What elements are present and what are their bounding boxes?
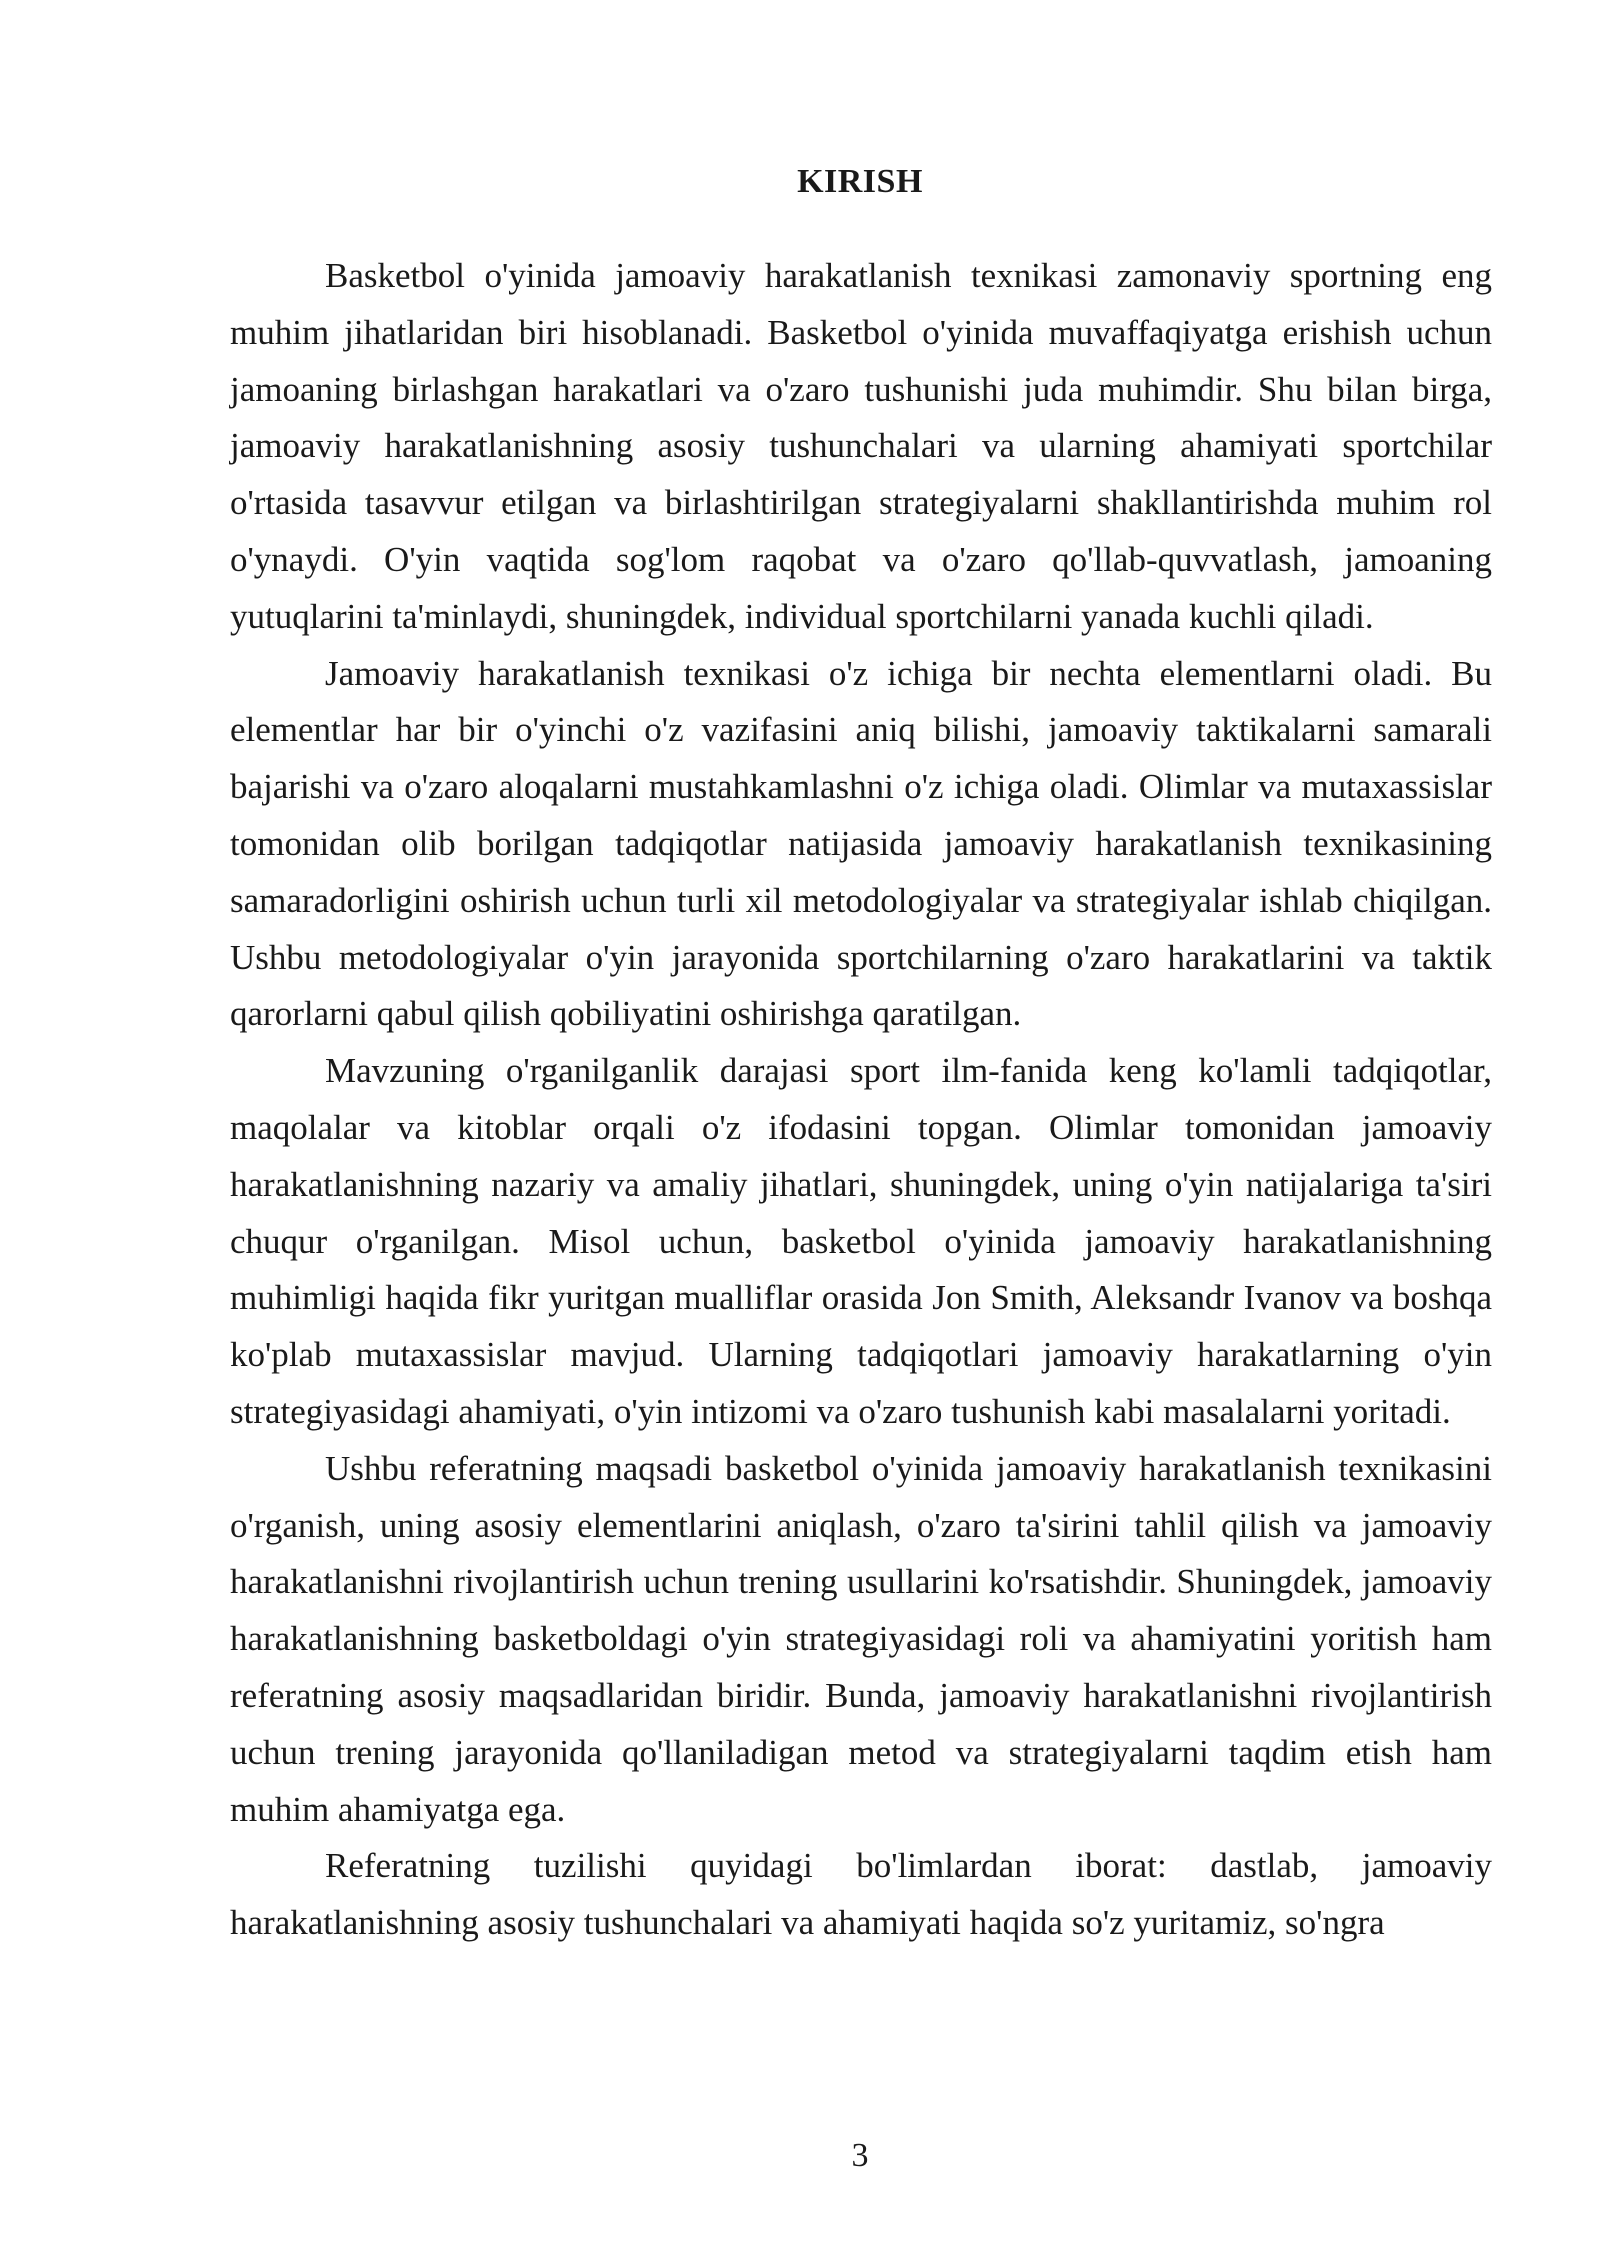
paragraph-2: Jamoaviy harakatlanish texnikasi o'z ichiga bir nechta elementlarni oladi. Bu elementlar har bir o'yinchi o'z vazifasini aniq bilishi, jamoaviy taktikalarni samarali bajarishi va o'zaro aloqalarni mustahkamlashni o'z ichiga oladi. Olimlar va mutaxassislar tomonidan olib borilgan tadqiqotlar natijasida jamoaviy harakatlanish texnikasining samaradorligini oshirish uchun turli xil metodologiyalar va strategiyalar ishlab chiqilgan. Ushbu metodologiyalar o'yin jarayonida sportchilarning o'zaro harakatlarini va taktik qarorlarni qabul qilish qobiliyatini oshirishga qaratilgan.	[230, 653, 1492, 1034]
paragraph-5: Referatning tuzilishi quyidagi bo'limlardan iborat: dastlab, jamoaviy harakatlanishning asosiy tushunchalari va ahamiyati haqida so'z yuritamiz, so'ngra	[230, 1846, 1492, 1943]
page-title: KIRISH	[797, 163, 923, 200]
page-number: 3	[851, 2137, 869, 2174]
paragraph-3: Mavzuning o'rganilganlik darajasi sport ilm-fanida keng ko'lamli tadqiqotlar, maqolalar va kitoblar orqali o'z ifodasini topgan. Olimlar tomonidan jamoaviy harakatlanishning nazariy va amaliy jihatlari, shuningdek, uning o'yin natijalariga ta'siri chuqur o'rganilgan. Misol uchun, basketbol o'yinida jamoaviy harakatlanishning muhimligi haqida fikr yuritgan mualliflar orasida Jon Smith, Aleksandr Ivanov va boshqa ko'plab mutaxassislar mavjud. Ularning tadqiqotlari jamoaviy harakatlarning o'yin strategiyasidagi ahamiyati, o'yin intizomi va o'zaro tushunish kabi masalalarni yoritadi.	[230, 1051, 1492, 1431]
body-text	[230, 248, 1492, 1952]
paragraph-4: Ushbu referatning maqsadi basketbol o'yinida jamoaviy harakatlanish texnikasini o'rganish, uning asosiy elementlarini aniqlash, o'zaro ta'sirini tahlil qilish va jamoaviy harakatlanishni rivojlantirish uchun trening usullarini ko'rsatishdir. Shuningdek, jamoaviy harakatlanishning basketboldagi o'yin strategiyasidagi roli va ahamiyatini yoritish ham referatning asosiy maqsadlaridan biridir. Bunda, jamoaviy harakatlanishni rivojlantirish uchun trening jarayonida qo'llaniladigan metod va strategiyalarni taqdim etish ham muhim ahamiyatga ega.	[230, 1448, 1492, 1829]
paragraph-1: Basketbol o'yinida jamoaviy harakatlanish texnikasi zamonaviy sportning eng muhim jihatlaridan biri hisoblanadi. Basketbol o'yinida muvaffaqiyatga erishish uchun jamoaning birlashgan harakatlari va o'zaro tushunishi juda muhimdir. Shu bilan birga, jamoaviy harakatlanishning asosiy tushunchalari va ularning ahamiyati sportchilar o'rtasida tasavvur etilgan va birlashtirilgan strategiyalarni shakllantirishda muhim rol o'ynaydi. O'yin vaqtida sog'lom raqobat va o'zaro qo'llab-quvvatlash, jamoaning yutuqlarini ta'minlaydi, shuningdek, individual sportchilarni yanada kuchli qiladi.	[230, 256, 1492, 636]
